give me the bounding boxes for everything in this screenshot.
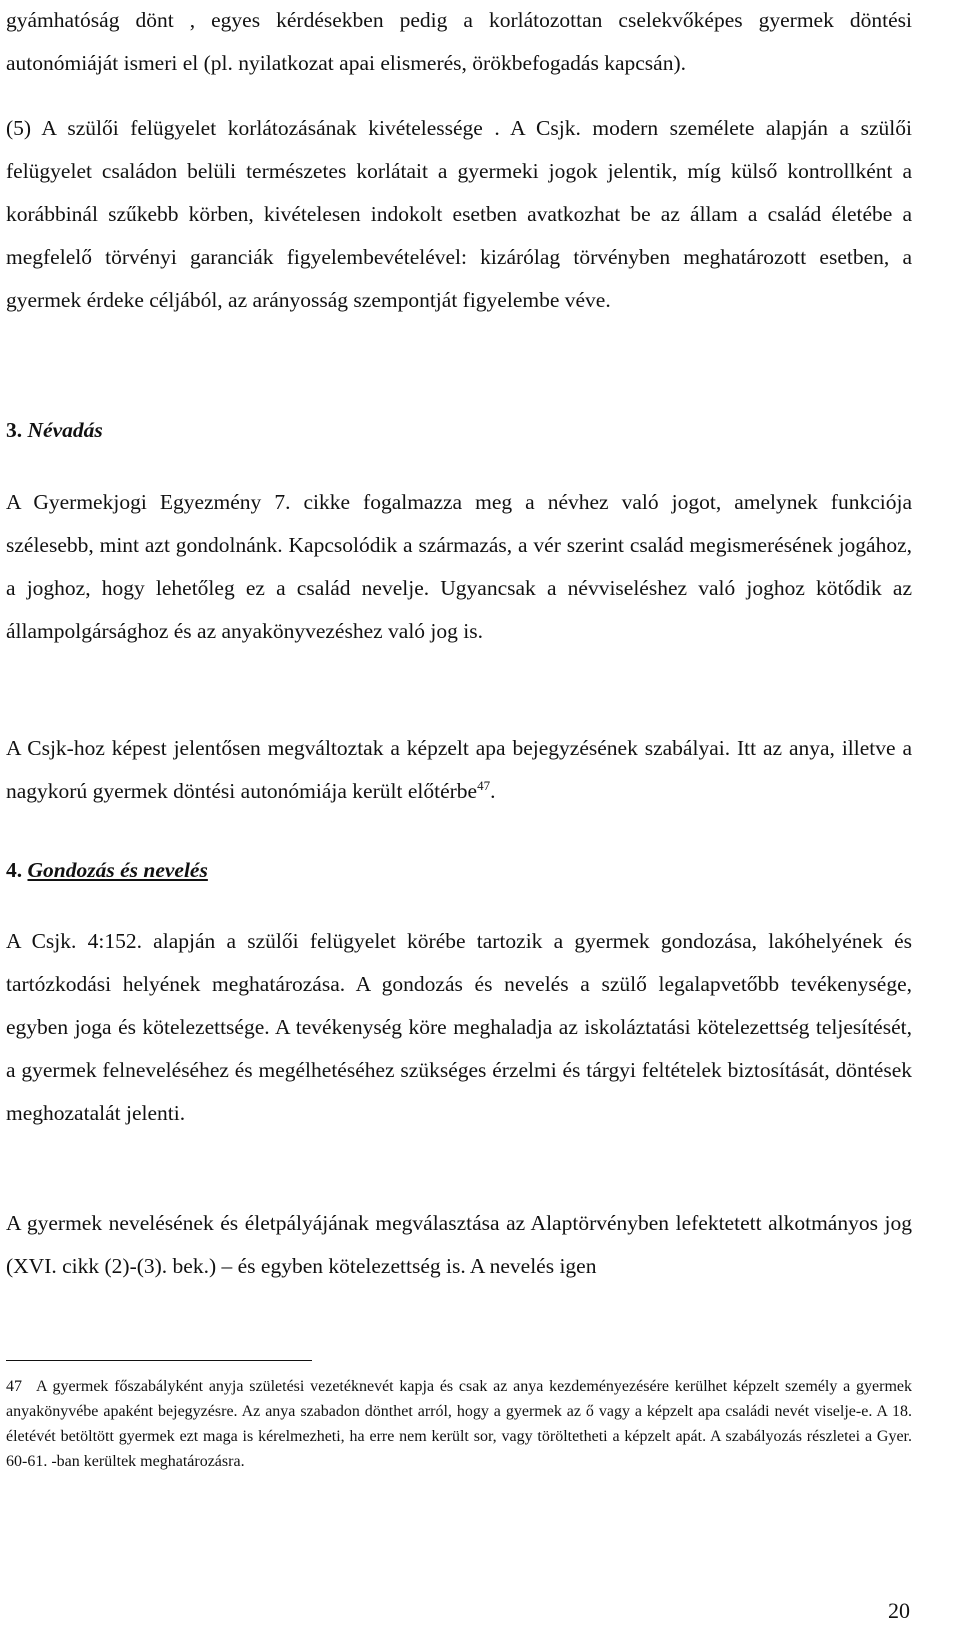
paragraph-gondozas-2: A gyermek nevelésének és életpályájának megválasztása az Alaptörvényben lefektetett alkotmányos jog (XVI. cikk (2)-(3). bek.) – és egyben kötelezettség is. A nevelés igen [6, 1211, 912, 1278]
footnote-text: A gyermek főszabályként anyja születési vezetéknevét kapja és csak az anya kezdeményezésére kerülhet képzelt személy a gyermek anyakönyvébe apaként bejegyzésre. Az anya szabadon dönthet arról, hogy a gyermek az ő vagy a képzelt apa családi nevét viselje-e. A 18. életévét betöltött gyermek ezt maga is kérelmezheti, ha erre nem került sor, vagy töröltetheti a képzelt apát. A szabályozás részletei a Gyer. 60-61. -ban kerültek meghatározásra. [6, 1378, 912, 1470]
paragraph-section-5: (5) A szülői felügyelet korlátozásának kivételessége . A Csjk. modern személete alapján a szülői felügyelet családon belüli természetes korlátait a gyermeki jogok jelentik, míg külső kontrollként a korábbinál szűkebb körben, kivételesen indokolt esetben avatkozhat be az állam a család életébe a megfelelő törvényi garanciák figyelembevételével: kizárólag törvényben meghatározott esetben, a gyermek érdeke céljából, az arányosság szempontját figyelembe véve. [6, 116, 912, 312]
paragraph-nevadas-2 [6, 727, 912, 813]
footnote-separator [6, 1360, 312, 1361]
paragraph-intro: gyámhatóság dönt , egyes kérdésekben pedig a korlátozottan cselekvőképes gyermek döntési autonómiáját ismeri el (pl. nyilatkozat apai elismerés, örökbefogadás kapcsán). [6, 8, 912, 75]
paragraph-nevadas-1: A Gyermekjogi Egyezmény 7. cikke fogalmazza meg a névhez való jogot, amelynek funkciója szélesebb, mint azt gondolnánk. Kapcsolódik a származás, a vér szerint család megismerésének jogához, a joghoz, hogy lehetőleg ez a család nevelje. Ugyancsak a névviseléshez való joghoz kötődik az állampolgársághoz és az anyakönyvezéshez való jog is. [6, 490, 912, 643]
paragraph-text: A Csjk-hoz képest jelentősen megváltoztak a képzelt apa bejegyzésének szabályai. Itt az anya, illetve a nagykorú gyermek döntési autonómiája került előtérbe [6, 736, 912, 803]
section-heading-4 [6, 855, 208, 885]
section-heading-3 [6, 415, 103, 445]
heading-number: 3. [6, 418, 23, 442]
footnote-number: 47 [6, 1378, 22, 1395]
page-number: 20 [888, 1598, 910, 1623]
heading-number: 4. [6, 858, 23, 882]
footnote-47 [6, 1374, 912, 1474]
footnote-reference[interactable]: 47 [477, 777, 491, 793]
heading-title: Gondozás és nevelés [27, 858, 208, 882]
heading-title: Névadás [27, 418, 103, 442]
paragraph-gondozas-1: A Csjk. 4:152. alapján a szülői felügyelet körébe tartozik a gyermek gondozása, lakóhelyének és tartózkodási helyének meghatározása. A gondozás és nevelés a szülő legalapvetőbb tevékenysége, egyben joga és kötelezettsége. A tevékenység köre meghaladja az iskoláztatási kötelezettség teljesítését, a gyermek felneveléséhez és megélhetéséhez szükséges érzelmi és tárgyi feltételek biztosítását, döntések meghozatalát jelenti. [6, 929, 912, 1125]
paragraph-end: . [490, 779, 496, 803]
